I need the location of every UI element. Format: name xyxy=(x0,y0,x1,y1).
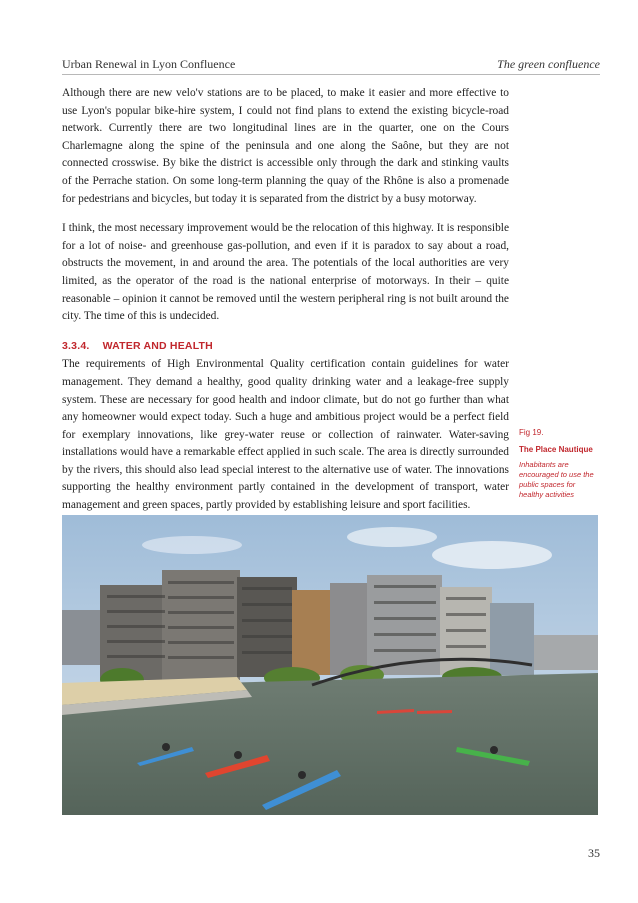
figure-description: Inhabitants are encouraged to use the public spaces for healthy activities xyxy=(519,460,594,499)
page-number: 35 xyxy=(588,846,600,860)
figure-number: Fig 19. xyxy=(519,428,544,437)
section-number: 3.3.4. xyxy=(62,339,90,352)
section-title: WATER AND HEALTH xyxy=(102,339,213,352)
running-header-chapter: The green confluence xyxy=(497,57,600,71)
paragraph-highway: I think, the most necessary improvement would be the relocation of this highway. It is responsible for a lot of noise- and greenhouse gas-pollution, and even if it is paradox to say about a road, obstructs the movement, in and around the area. The potentials of the local authorities are very limited, as the operator of the road is the national enterprise of motorways. In their – quite reasonable – opinion it cannot be removed until the western peripheral ring is not built around the city. The time of this is undecided. xyxy=(62,222,509,323)
header-divider xyxy=(62,74,600,75)
figure-title: The Place Nautique xyxy=(519,445,593,454)
paragraph-bike-network: Although there are new velo'v stations are to be placed, to make it easier and more effective to use Lyon's popular bike-hire system, I could not find plans to extend the existing bicycle-road network. Currently there are two longitudinal lines are in the quarter, one on the Cours Charlemagne along the spine of the peninsula and one along the Saône, but they are not connected crosswise. By bike the district is accessible only through the dark and stinking vaults of the Perrache station. On some long-term planning the quay of the Rhône is also a promenade for pedestrians and bicycles, but today it is separated from the district by a busy motorway. xyxy=(62,87,509,205)
place-nautique-photo xyxy=(62,515,598,815)
main-text-column xyxy=(62,85,509,527)
figure-caption xyxy=(519,428,601,500)
paragraph-water-health: The requirements of High Environmental Quality certification contain guidelines for water management. They demand a healthy, good quality drinking water and a leakage-free supply system. These are necessary for good health and indoor climate, but do not go further than what any homeowner would expect today. Such a huge and ambitious project would be a perfect field for exemplary innovations, like grey-water reuse or collection of rainwater. Water-saving installations would have a remarkable effect applied in such scale. The area is directly surrounded by the rivers, this should also lead special interest to the alternative use of water. The innovations supporting the healthy environment partly contained in the development of transport, water management and green spaces, partly provided by establishing leisure and sport facilities. xyxy=(62,358,509,512)
running-header-title: Urban Renewal in Lyon Confluence xyxy=(62,57,236,71)
section-heading xyxy=(62,338,509,356)
